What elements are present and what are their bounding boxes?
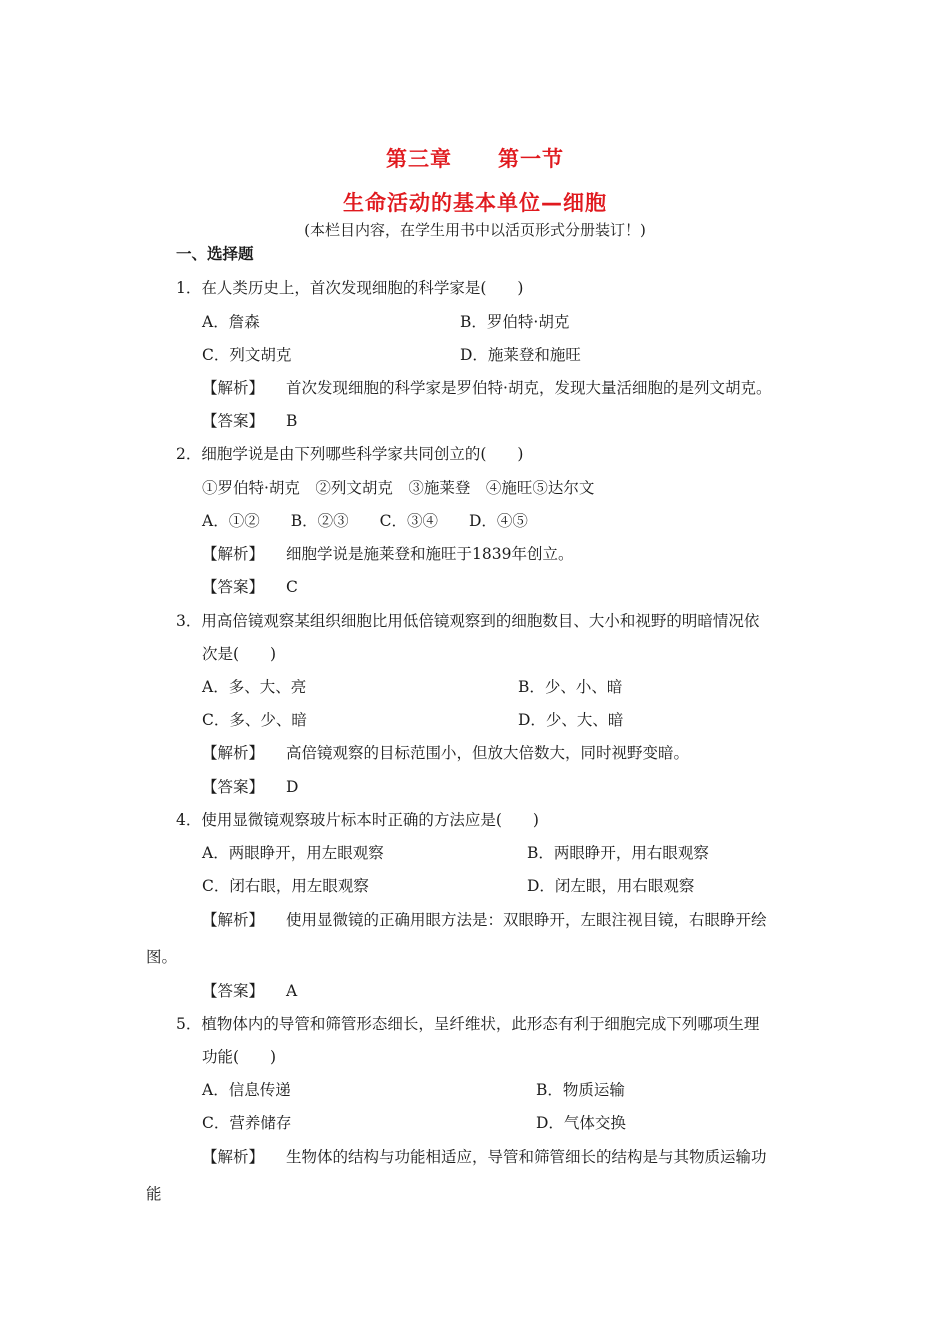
q5-analysis-cont: 能 bbox=[146, 1185, 162, 1203]
q3-stem-cont: 次是( ) bbox=[202, 645, 277, 663]
q2-items: ①罗伯特·胡克 ②列文胡克 ③施莱登 ④施旺⑤达尔文 bbox=[202, 479, 595, 497]
q3-option-b: B．少、小、暗 bbox=[518, 678, 623, 696]
question-3-stem: 3．用高倍镜观察某组织细胞比用低倍镜观察到的细胞数目、大小和视野的明暗情况依 bbox=[176, 612, 760, 630]
q2-analysis: 【解析】 细胞学说是施莱登和施旺于1839年创立。 bbox=[202, 545, 574, 563]
question-5-stem: 5．植物体内的导管和筛管形态细长，呈纤维状，此形态有利于细胞完成下列哪项生理 bbox=[176, 1015, 760, 1033]
q1-option-d: D．施莱登和施旺 bbox=[460, 346, 581, 364]
q5-stem-cont: 功能( ) bbox=[202, 1048, 277, 1066]
q4-option-d: D．闭左眼，用右眼观察 bbox=[527, 877, 695, 895]
chapter-title: 第三章 第一节 bbox=[386, 147, 564, 171]
section-heading: 一、选择题 bbox=[176, 245, 254, 263]
q4-option-c: C．闭右眼，用左眼观察 bbox=[202, 877, 369, 895]
q5-option-d: D．气体交换 bbox=[536, 1114, 626, 1132]
q4-option-b: B．两眼睁开，用右眼观察 bbox=[527, 844, 709, 862]
q1-option-c: C．列文胡克 bbox=[202, 346, 292, 364]
q1-analysis: 【解析】 首次发现细胞的科学家是罗伯特·胡克，发现大量活细胞的是列文胡克。 bbox=[202, 379, 772, 397]
q4-answer: 【答案】 A bbox=[202, 982, 298, 1000]
q4-option-a: A．两眼睁开，用左眼观察 bbox=[202, 844, 384, 862]
question-1-stem: 1．在人类历史上，首次发现细胞的科学家是( ) bbox=[176, 279, 524, 297]
q5-option-a: A．信息传递 bbox=[202, 1081, 291, 1099]
q5-option-b: B．物质运输 bbox=[536, 1081, 625, 1099]
lesson-title: 生命活动的基本单位—细胞 bbox=[343, 191, 607, 215]
q5-analysis: 【解析】 生物体的结构与功能相适应，导管和筛管细长的结构是与其物质运输功 bbox=[202, 1148, 767, 1166]
q3-analysis: 【解析】 高倍镜观察的目标范围小，但放大倍数大，同时视野变暗。 bbox=[202, 744, 690, 762]
q2-answer: 【答案】 C bbox=[202, 578, 298, 596]
q1-answer: 【答案】 B bbox=[202, 412, 298, 430]
q3-option-a: A．多、大、亮 bbox=[202, 678, 307, 696]
q1-option-b: B．罗伯特·胡克 bbox=[460, 313, 570, 331]
binding-note: (本栏目内容，在学生用书中以活页形式分册装订！) bbox=[304, 221, 646, 239]
q3-answer: 【答案】 D bbox=[202, 778, 299, 796]
q4-analysis: 【解析】 使用显微镜的正确用眼方法是：双眼睁开，左眼注视目镜，右眼睁开绘 bbox=[202, 911, 767, 929]
question-4-stem: 4．使用显微镜观察玻片标本时正确的方法应是( ) bbox=[176, 811, 539, 829]
q3-option-c: C．多、少、暗 bbox=[202, 711, 307, 729]
q1-option-a: A．詹森 bbox=[202, 313, 260, 331]
q3-option-d: D．少、大、暗 bbox=[518, 711, 624, 729]
q2-options: A．①② B．②③ C．③④ D．④⑤ bbox=[202, 512, 528, 530]
q4-analysis-cont: 图。 bbox=[146, 948, 178, 966]
q5-option-c: C．营养储存 bbox=[202, 1114, 292, 1132]
question-2-stem: 2．细胞学说是由下列哪些科学家共同创立的( ) bbox=[176, 445, 524, 463]
